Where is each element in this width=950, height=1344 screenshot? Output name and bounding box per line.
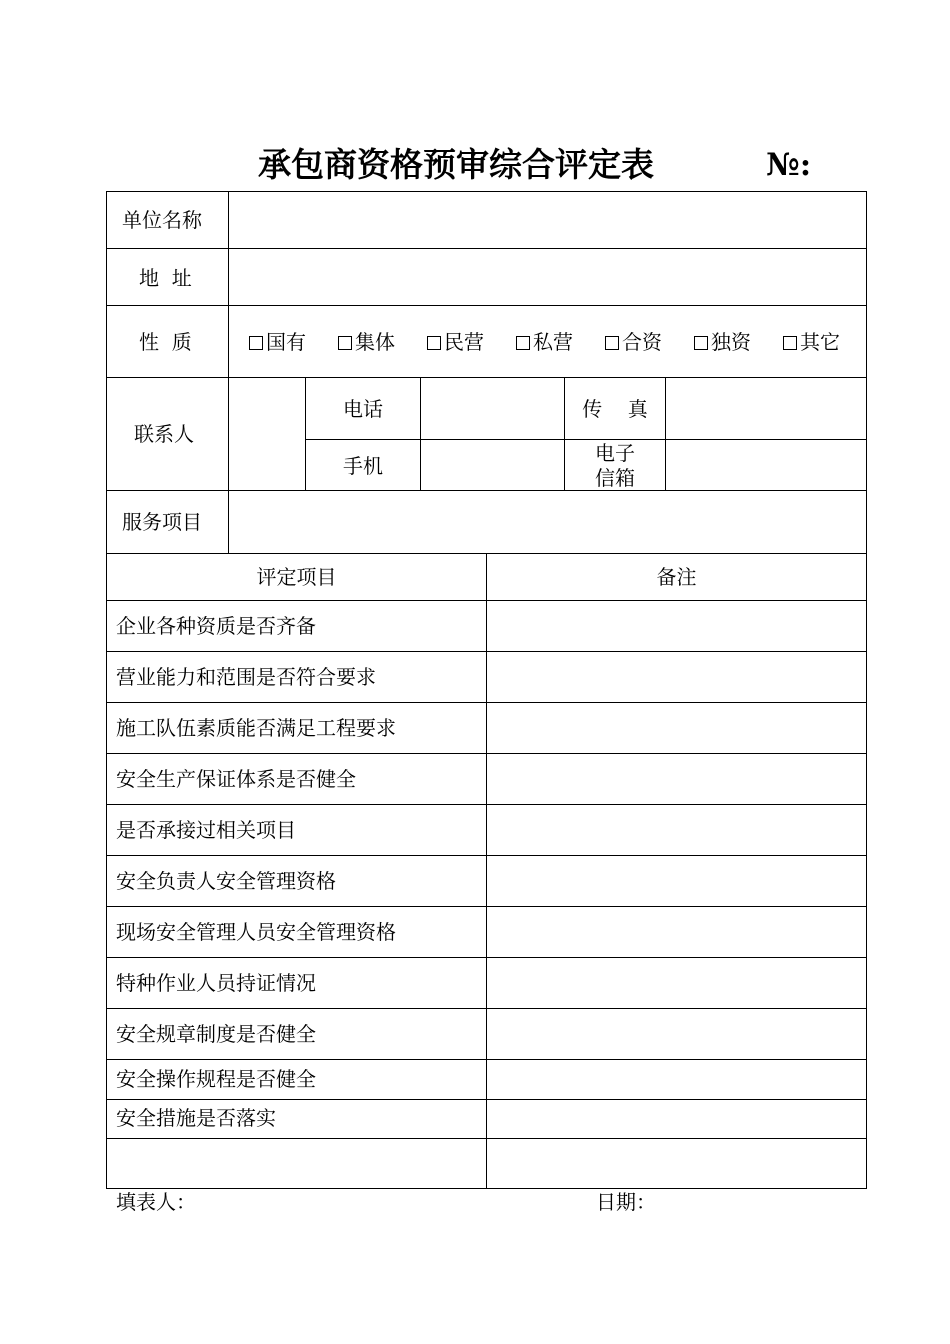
row-divider	[106, 305, 867, 306]
eval-remark-field[interactable]	[487, 907, 866, 957]
nature-option-collective[interactable]	[338, 330, 395, 354]
address-label: 地 址	[139, 266, 192, 290]
option-label: 民营	[444, 330, 484, 354]
eval-remark-field[interactable]	[487, 1100, 866, 1138]
checkbox-icon[interactable]	[249, 336, 263, 350]
option-label: 国有	[266, 330, 306, 354]
checkbox-icon[interactable]	[605, 336, 619, 350]
mobile-label: 手机	[343, 454, 383, 478]
blank-item-field[interactable]	[107, 1139, 486, 1188]
eval-remark-field[interactable]	[487, 652, 866, 702]
serial-number-label: №:	[766, 147, 812, 183]
eval-remark-field[interactable]	[487, 754, 866, 804]
nature-option-sole-owned[interactable]	[694, 330, 751, 354]
service-label: 服务项目	[122, 510, 202, 534]
phone-field[interactable]	[421, 378, 564, 439]
option-label: 独资	[711, 330, 751, 354]
fax-field[interactable]	[666, 378, 866, 439]
eval-item: 安全措施是否落实	[116, 1106, 276, 1130]
option-label: 合资	[622, 330, 662, 354]
email-label-line1: 电子	[595, 441, 635, 465]
eval-item: 是否承接过相关项目	[116, 818, 296, 842]
date-label: 日期：	[596, 1190, 656, 1214]
contact-field[interactable]	[229, 378, 305, 490]
mobile-field[interactable]	[421, 440, 564, 490]
nature-option-joint-venture[interactable]	[605, 330, 662, 354]
email-label-line2: 信箱	[595, 466, 635, 490]
eval-item: 安全操作规程是否健全	[116, 1067, 316, 1091]
form-title: 承包商资格预审综合评定表	[258, 145, 654, 184]
nature-option-private[interactable]	[516, 330, 573, 354]
table-border-left	[106, 191, 107, 1189]
eval-item: 现场安全管理人员安全管理资格	[116, 920, 396, 944]
unit-name-label: 单位名称	[122, 208, 202, 232]
email-field[interactable]	[666, 440, 866, 490]
checkbox-icon[interactable]	[427, 336, 441, 350]
eval-remark-field[interactable]	[487, 1009, 866, 1059]
eval-remark-field[interactable]	[487, 805, 866, 855]
eval-item: 安全负责人安全管理资格	[116, 869, 336, 893]
table-border-right	[866, 191, 867, 1189]
eval-item: 安全生产保证体系是否健全	[116, 767, 356, 791]
checkbox-icon[interactable]	[694, 336, 708, 350]
eval-item: 特种作业人员持证情况	[116, 971, 316, 995]
eval-remark-field[interactable]	[487, 703, 866, 753]
eval-remark-header: 备注	[656, 565, 697, 589]
eval-remark-field[interactable]	[487, 1060, 866, 1099]
eval-remark-field[interactable]	[487, 958, 866, 1008]
eval-remark-field[interactable]	[487, 856, 866, 906]
contact-label: 联系人	[134, 422, 194, 446]
address-field[interactable]	[229, 249, 866, 305]
option-label: 私营	[533, 330, 573, 354]
option-label: 集体	[355, 330, 395, 354]
phone-label: 电话	[343, 397, 383, 421]
eval-item: 企业各种资质是否齐备	[116, 614, 316, 638]
eval-remark-field[interactable]	[487, 601, 866, 651]
eval-item-header: 评定项目	[256, 565, 337, 589]
checkbox-icon[interactable]	[516, 336, 530, 350]
unit-name-field[interactable]	[229, 192, 866, 248]
service-field[interactable]	[229, 491, 866, 553]
nature-label: 性 质	[139, 330, 192, 354]
checkbox-icon[interactable]	[338, 336, 352, 350]
nature-option-state[interactable]	[249, 330, 306, 354]
checkbox-icon[interactable]	[783, 336, 797, 350]
eval-item: 营业能力和范围是否符合要求	[116, 665, 376, 689]
nature-option-other[interactable]	[783, 330, 840, 354]
eval-remark-field[interactable]	[487, 1139, 866, 1188]
eval-item: 施工队伍素质能否满足工程要求	[116, 716, 396, 740]
fax-label: 传 真	[582, 397, 648, 421]
nature-option-private-run[interactable]	[427, 330, 484, 354]
filler-label: 填表人：	[116, 1190, 196, 1214]
option-label: 其它	[800, 330, 840, 354]
eval-item: 安全规章制度是否健全	[116, 1022, 316, 1046]
